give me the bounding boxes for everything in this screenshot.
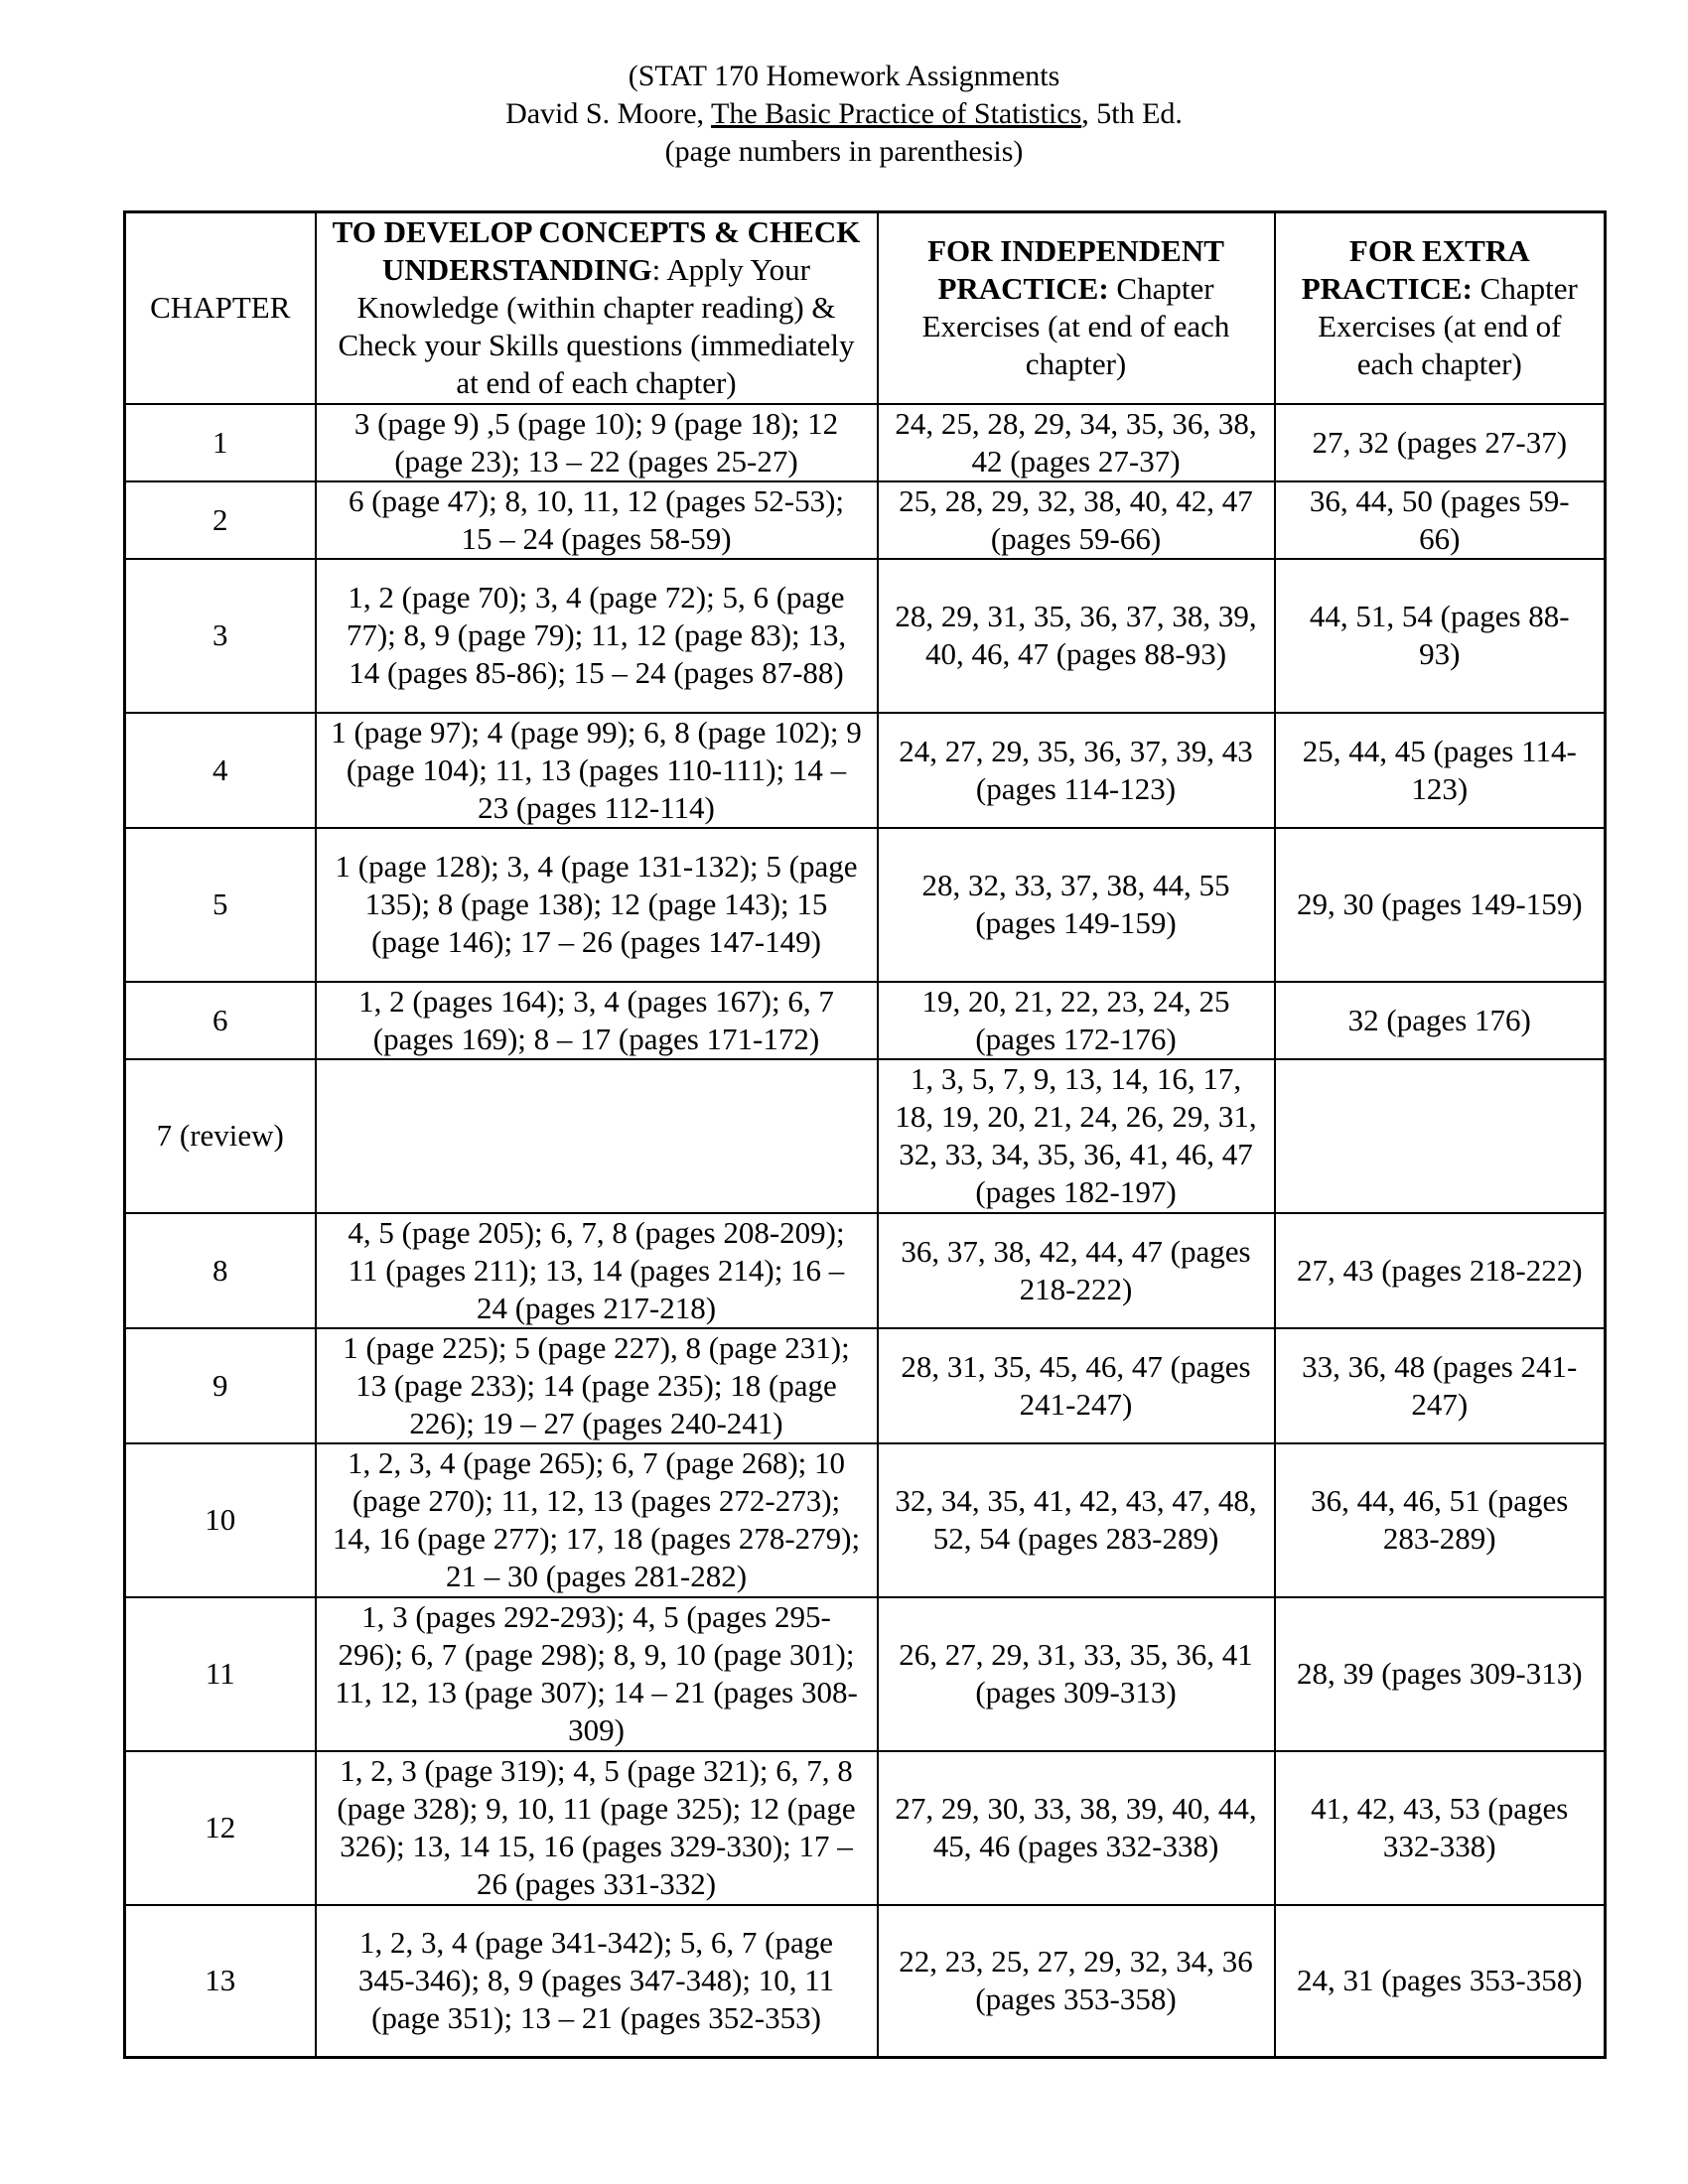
- chapter-cell: 3: [125, 559, 316, 713]
- extra-cell: 25, 44, 45 (pages 114-123): [1275, 713, 1606, 828]
- table-row: [125, 559, 1606, 713]
- independent-cell: 32, 34, 35, 41, 42, 43, 47, 48, 52, 54 (pages 283-289): [878, 1443, 1275, 1597]
- chapter-cell: 8: [125, 1213, 316, 1328]
- independent-cell: 24, 25, 28, 29, 34, 35, 36, 38, 42 (pages 27-37): [878, 404, 1275, 481]
- independent-cell: 26, 27, 29, 31, 33, 35, 36, 41 (pages 309-313): [878, 1597, 1275, 1751]
- column-header-independent: FOR INDEPENDENT PRACTICE: Chapter Exercises (at end of each chapter): [878, 212, 1275, 404]
- develop-cell: 1 (page 128); 3, 4 (page 131-132); 5 (page 135); 8 (page 138); 12 (page 143); 15 (page 146); 17 – 26 (pages 147-149): [316, 828, 878, 982]
- table-row: [125, 713, 1606, 828]
- develop-cell: 1 (page 225); 5 (page 227), 8 (page 231); 13 (page 233); 14 (page 235); 18 (page 226); 19 – 27 (pages 240-241): [316, 1328, 878, 1443]
- table-row: [125, 828, 1606, 982]
- document-header: [0, 58, 1688, 171]
- table-row: [125, 481, 1606, 559]
- table-row: [125, 404, 1606, 481]
- table-row: [125, 1328, 1606, 1443]
- develop-cell: 4, 5 (page 205); 6, 7, 8 (pages 208-209); 11 (pages 211); 13, 14 (pages 214); 16 – 24 (pages 217-218): [316, 1213, 878, 1328]
- independent-cell: 1, 3, 5, 7, 9, 13, 14, 16, 17, 18, 19, 20, 21, 24, 26, 29, 31, 32, 33, 34, 35, 36, 41, 46, 47 (pages 182-197): [878, 1059, 1275, 1213]
- extra-cell: 27, 32 (pages 27-37): [1275, 404, 1606, 481]
- header-note: (page numbers in parenthesis): [664, 135, 1024, 168]
- develop-cell: 1 (page 97); 4 (page 99); 6, 8 (page 102); 9 (page 104); 11, 13 (pages 110-111); 14 – 23 (pages 112-114): [316, 713, 878, 828]
- extra-cell: 32 (pages 176): [1275, 982, 1606, 1059]
- table-row: [125, 1443, 1606, 1597]
- assignments-table: [123, 210, 1607, 2059]
- independent-cell: 22, 23, 25, 27, 29, 32, 34, 36 (pages 353-358): [878, 1905, 1275, 2058]
- extra-cell: 33, 36, 48 (pages 241-247): [1275, 1328, 1606, 1443]
- column-header-develop: TO DEVELOP CONCEPTS & CHECK UNDERSTANDING: Apply Your Knowledge (within chapter reading) & Check your Skills questions (immediately at end of each chapter): [316, 212, 878, 404]
- extra-cell: 24, 31 (pages 353-358): [1275, 1905, 1606, 2058]
- table-header-row: [125, 212, 1606, 404]
- extra-cell: 29, 30 (pages 149-159): [1275, 828, 1606, 982]
- extra-cell: 41, 42, 43, 53 (pages 332-338): [1275, 1751, 1606, 1905]
- header-author: David S. Moore,: [505, 97, 712, 130]
- develop-cell: 3 (page 9) ,5 (page 10); 9 (page 18); 12 (page 23); 13 – 22 (pages 25-27): [316, 404, 878, 481]
- column-header-chapter: CHAPTER: [125, 212, 316, 404]
- table-row: [125, 982, 1606, 1059]
- chapter-cell: 7 (review): [125, 1059, 316, 1213]
- independent-cell: 27, 29, 30, 33, 38, 39, 40, 44, 45, 46 (pages 332-338): [878, 1751, 1275, 1905]
- independent-cell: 25, 28, 29, 32, 38, 40, 42, 47 (pages 59-66): [878, 481, 1275, 559]
- header-edition: , 5th Ed.: [1081, 97, 1183, 130]
- chapter-cell: 13: [125, 1905, 316, 2058]
- develop-cell: [316, 1059, 878, 1213]
- chapter-cell: 5: [125, 828, 316, 982]
- develop-cell: 1, 2 (pages 164); 3, 4 (pages 167); 6, 7 (pages 169); 8 – 17 (pages 171-172): [316, 982, 878, 1059]
- table-row: [125, 1213, 1606, 1328]
- chapter-cell: 1: [125, 404, 316, 481]
- column-header-extra: FOR EXTRA PRACTICE: Chapter Exercises (at end of each chapter): [1275, 212, 1606, 404]
- chapter-cell: 11: [125, 1597, 316, 1751]
- header-title: (STAT 170 Homework Assignments: [628, 60, 1060, 92]
- develop-cell: 1, 2, 3 (page 319); 4, 5 (page 321); 6, 7, 8 (page 328); 9, 10, 11 (page 325); 12 (page 326); 13, 14 15, 16 (pages 329-330); 17 – 26 (pages 331-332): [316, 1751, 878, 1905]
- chapter-cell: 12: [125, 1751, 316, 1905]
- develop-cell: 1, 3 (pages 292-293); 4, 5 (pages 295-296); 6, 7 (page 298); 8, 9, 10 (page 301); 11, 12, 13 (page 307); 14 – 21 (pages 308-309): [316, 1597, 878, 1751]
- extra-cell: [1275, 1059, 1606, 1213]
- table-row: [125, 1751, 1606, 1905]
- table-row: [125, 1597, 1606, 1751]
- extra-cell: 36, 44, 46, 51 (pages 283-289): [1275, 1443, 1606, 1597]
- develop-cell: 1, 2, 3, 4 (page 341-342); 5, 6, 7 (page 345-346); 8, 9 (pages 347-348); 10, 11 (page 351); 13 – 21 (pages 352-353): [316, 1905, 878, 2058]
- develop-cell: 1, 2 (page 70); 3, 4 (page 72); 5, 6 (page 77); 8, 9 (page 79); 11, 12 (page 83); 13, 14 (pages 85-86); 15 – 24 (pages 87-88): [316, 559, 878, 713]
- develop-cell: 6 (page 47); 8, 10, 11, 12 (pages 52-53); 15 – 24 (pages 58-59): [316, 481, 878, 559]
- chapter-cell: 6: [125, 982, 316, 1059]
- extra-cell: 28, 39 (pages 309-313): [1275, 1597, 1606, 1751]
- table-row: [125, 1059, 1606, 1213]
- independent-cell: 19, 20, 21, 22, 23, 24, 25 (pages 172-176): [878, 982, 1275, 1059]
- extra-cell: 44, 51, 54 (pages 88-93): [1275, 559, 1606, 713]
- develop-cell: 1, 2, 3, 4 (page 265); 6, 7 (page 268); 10 (page 270); 11, 12, 13 (pages 272-273); 14, 16 (page 277); 17, 18 (pages 278-279); 21 – 30 (pages 281-282): [316, 1443, 878, 1597]
- independent-cell: 36, 37, 38, 42, 44, 47 (pages 218-222): [878, 1213, 1275, 1328]
- independent-cell: 28, 32, 33, 37, 38, 44, 55 (pages 149-159): [878, 828, 1275, 982]
- independent-cell: 28, 29, 31, 35, 36, 37, 38, 39, 40, 46, 47 (pages 88-93): [878, 559, 1275, 713]
- table-row: [125, 1905, 1606, 2058]
- chapter-cell: 4: [125, 713, 316, 828]
- header-author-line: [0, 95, 1688, 133]
- chapter-cell: 9: [125, 1328, 316, 1443]
- extra-cell: 36, 44, 50 (pages 59-66): [1275, 481, 1606, 559]
- independent-cell: 24, 27, 29, 35, 36, 37, 39, 43 (pages 114-123): [878, 713, 1275, 828]
- extra-cell: 27, 43 (pages 218-222): [1275, 1213, 1606, 1328]
- header-book-title: The Basic Practice of Statistics: [711, 97, 1082, 130]
- chapter-cell: 2: [125, 481, 316, 559]
- chapter-cell: 10: [125, 1443, 316, 1597]
- independent-cell: 28, 31, 35, 45, 46, 47 (pages 241-247): [878, 1328, 1275, 1443]
